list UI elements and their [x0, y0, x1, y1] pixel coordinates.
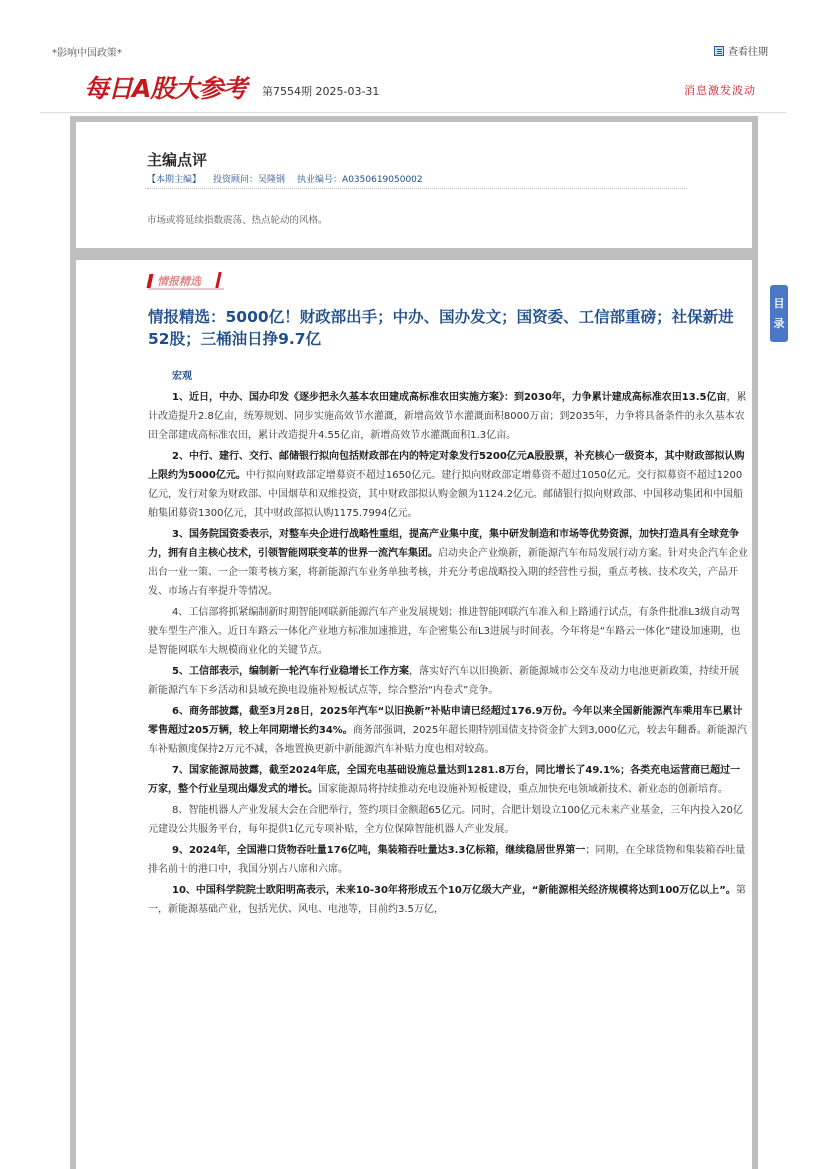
editor-meta: [147, 172, 435, 185]
editor-advisor: 投资顾问：吴隆钢: [213, 175, 286, 185]
slogan: 消息激发波动: [684, 84, 756, 97]
intel-badge: 情报精选: [148, 272, 224, 290]
logo: 每日A股大参考: [84, 74, 247, 103]
editor-comment: 市场或将延续指数震荡、热点轮动的风格。: [147, 215, 328, 226]
dotted-divider: [147, 188, 687, 189]
news-list: [148, 388, 748, 921]
history-link[interactable]: [714, 43, 768, 58]
editor-comment-card: [70, 116, 758, 254]
news-item: 3、国务院国资委表示，对整车央企进行战略性重组，提高产业集中度，集中研发制造和市场等优势资源，加快打造具有全球竞争力，拥有自主核心技术，引领智能网联变革的世界一流汽车集团。启动央企产业焕新，新能源汽车布局发展行动方案。针对央企汽车企业出台一业一策、一企一策考核方案，将新能源汽车业务单独考核，并充分考虑战略投入期的经营性亏损，重点考核、技术攻关，产品开发、市场占有率提升等情况。: [148, 529, 748, 597]
editor-license: 执业编号：A0350619050002: [297, 175, 423, 185]
toc-label-2: 录: [773, 316, 785, 330]
news-item: 7、国家能源局披露，截至2024年底，全国充电基础设施总量达到1281.8万台，同比增长了49.1%；各类充电运营商已超过一万家，整个行业呈现出爆发式的增长。国家能源局将持续推动充电设施补短板建设，重点加快充电领域新技术、新业态的创新培育。: [148, 765, 741, 795]
intel-card: [70, 254, 758, 1169]
news-item: 2、中行、建行、交行、邮储银行拟向包括财政部在内的特定对象发行5200亿元A股股票，补充核心一级资本，其中财政部拟认购上限约为5000亿元。中行拟向财政部定增募资不超过1650亿元。建行拟向财政部定增募资不超过1050亿元。交行拟募资不超过1200亿元，发行对象为财政部、中国烟草和双维投资，其中财政部拟认购金额为1124.2亿元。邮储银行拟向财政部、中国移动集团和中国船舶集团募资1300亿元，其中财政部拟认购1175.7994亿元。: [148, 451, 745, 519]
news-item: 6、商务部披露，截至3月28日，2025年汽车“以旧换新”补贴申请已经超过176.9万份。今年以来全国新能源汽车乘用车已累计零售超过205万辆，较上年同期增长约34%。商务部强调，2025年超长期特别国债支持资金扩大到3,000亿元，较去年翻番。新能源汽车补贴额度保持2万元不减，各地置换更新中新能源汽车补贴力度也相对较高。: [148, 706, 747, 755]
news-item: 10、中国科学院院士欧阳明高表示，未来10-30年将形成五个10万亿级大产业，“新能源相关经济规模将达到100万亿以上”。第一，新能源基础产业，包括光伏、风电、电池等，目前约3.5万亿，: [148, 885, 746, 915]
history-label: 查看往期: [728, 47, 768, 58]
news-item: 1、近日，中办、国办印发《逐步把永久基本农田建成高标准农田实施方案》：到2030年，力争累计建成高标准农田13.5亿亩，累计改造提升2.8亿亩，统筹规划、同步实施高效节水灌溉，新增高效节水灌溉面积8000万亩；到2035年，力争将具备条件的永久基本农田全部建成高标准农田，累计改造提升4.55亿亩，新增高效节水灌溉面积1.3亿亩。: [148, 392, 747, 441]
toc-label-1: 目: [773, 296, 785, 310]
intel-headline: 情报精选：5000亿！财政部出手；中办、国办发文；国资委、工信部重磅；社保新进52股；三桶油日挣9.7亿: [148, 308, 734, 348]
header-divider: [40, 112, 786, 113]
news-item: 5、工信部表示，编制新一轮汽车行业稳增长工作方案，落实好汽车以旧换新、新能源城市公交车及动力电池更新政策，持续开展新能源汽车下乡活动和县域充换电设施补短板试点等，综合整治“内卷式”竞争。: [148, 666, 739, 696]
toc-button[interactable]: [770, 285, 788, 342]
editor-title: 主编点评: [147, 151, 208, 169]
news-item: 9、2024年，全国港口货物吞吐量176亿吨，集装箱吞吐量达3.3亿标箱，继续稳居世界第一；同期，在全球货物和集装箱吞吐量排名前十的港口中，我国分别占八席和六席。: [148, 845, 746, 875]
editor-bracket: 【本期主编】: [147, 175, 202, 185]
news-item: 4、工信部将抓紧编制新时期智能网联新能源汽车产业发展规划；推进智能网联汽车准入和上路通行试点，有条件批准L3级自动驾驶车型生产准入。近日车路云一体化产业地方标准加速推进，车企密集公布L3进展与时间表。今年将是“车路云一体化”建设加速期，也是智能网联车大规模商业化的关键节点。: [148, 607, 741, 656]
issue-number: 第7554期 2025-03-31: [262, 85, 380, 98]
tagline: *影响中国政策*: [52, 48, 122, 59]
masthead: [84, 72, 756, 108]
calendar-icon: [714, 46, 724, 56]
section-title: 宏观: [172, 371, 192, 382]
news-item: 8、智能机器人产业发展大会在合肥举行，签约项目金额超65亿元。同时，合肥计划设立100亿元未来产业基金，三年内投入20亿元建设公共服务平台，每年提供1亿元专项补贴，全方位保障智能机器人产业发展。: [148, 805, 743, 835]
